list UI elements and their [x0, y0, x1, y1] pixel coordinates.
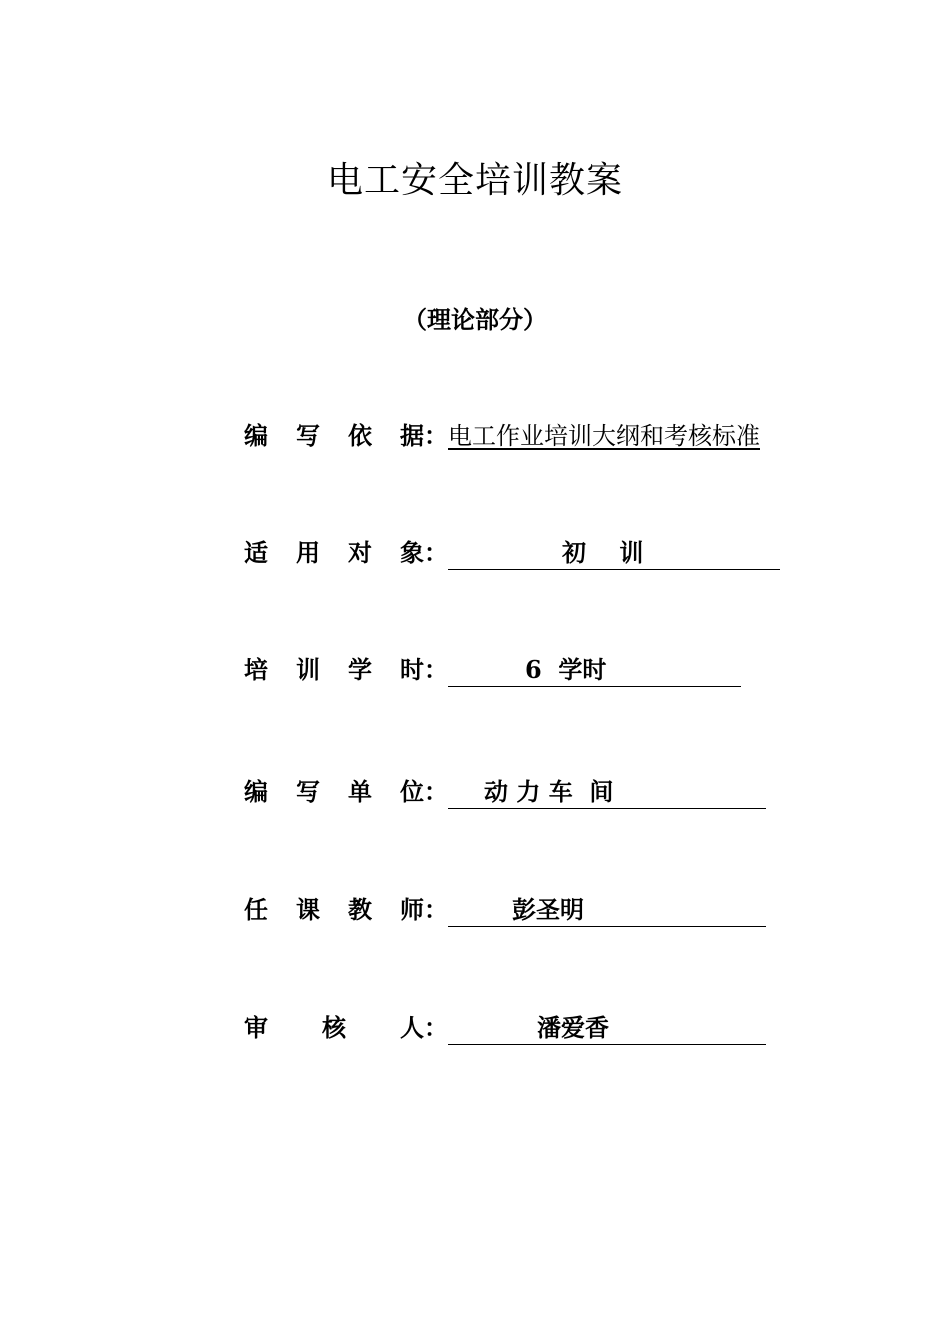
field-colon: ：: [424, 895, 448, 924]
label-char: 师: [400, 895, 424, 924]
label-char: 据: [400, 421, 424, 450]
label-char: 单: [348, 777, 372, 806]
label-char: 人: [400, 1013, 424, 1042]
label-char: 写: [296, 421, 320, 450]
label-char: 适: [244, 538, 268, 567]
label-char: 象: [400, 538, 424, 567]
field-teacher-label: [244, 892, 424, 928]
field-hours-label: [244, 652, 424, 688]
label-char: 学: [348, 655, 372, 684]
document-subtitle: （理论部分）: [403, 305, 547, 334]
label-char: 课: [296, 895, 320, 924]
field-audience-label: [244, 535, 424, 571]
label-char: 教: [348, 895, 372, 924]
field-colon: ：: [424, 421, 448, 450]
field-hours-value: 6 学时: [525, 655, 607, 684]
field-colon: ：: [424, 1013, 448, 1042]
document-title: 电工安全培训教案: [326, 160, 623, 201]
field-unit-label: [244, 774, 424, 810]
label-char: 审: [244, 1013, 268, 1042]
field-reviewer-label: [244, 1010, 424, 1046]
label-char: 训: [296, 655, 320, 684]
field-reviewer-value: 潘爱香: [537, 1013, 609, 1042]
label-char: 写: [296, 777, 320, 806]
field-teacher-underline: [448, 892, 766, 927]
label-char: 编: [244, 777, 268, 806]
field-teacher-value: 彭圣明: [512, 895, 584, 924]
field-colon: ：: [424, 538, 448, 567]
field-basis-value: 电工作业培训大纲和考核标准: [448, 422, 760, 450]
label-char: 时: [400, 655, 424, 684]
field-colon: ：: [424, 777, 448, 806]
label-char: 用: [296, 538, 320, 567]
field-colon: ：: [424, 655, 448, 684]
field-basis-label: [244, 418, 424, 454]
label-char: 依: [348, 421, 372, 450]
field-unit-value: 动 力 车 间: [484, 777, 614, 806]
label-char: 培: [244, 655, 268, 684]
label-char: 对: [348, 538, 372, 567]
field-audience-value: 初 训: [562, 538, 644, 567]
label-char: 核: [322, 1013, 346, 1042]
label-char: 任: [244, 895, 268, 924]
label-char: 编: [244, 421, 268, 450]
label-char: 位: [400, 777, 424, 806]
